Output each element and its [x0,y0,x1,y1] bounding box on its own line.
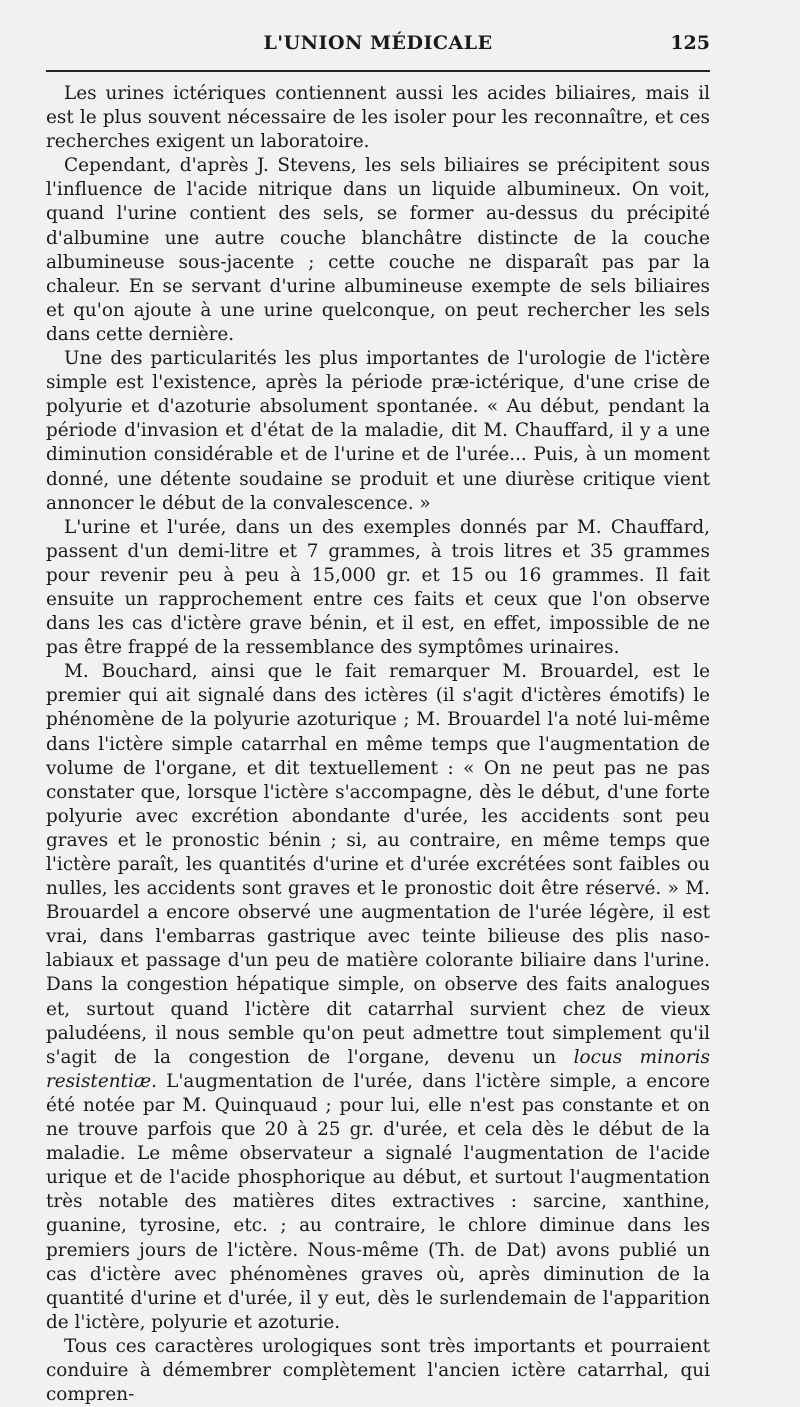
running-title: L'UNION MÉDICALE [263,32,493,54]
paragraph-5 [46,660,710,1335]
page-number: 125 [670,32,710,54]
page-header [46,32,710,60]
paragraph-1: Les urines ictériques contiennent aussi les acides biliaires, mais il est le plus souvent nécessaire de les isoler pour les reconnaître, et ces recherches exigent un laboratoire. [46,83,710,153]
paragraph-6: Tous ces caractères urologiques sont très importants et pourraient conduire à démembrer complètement l'ancien ictère catarrhal, qui compren- [46,1335,710,1406]
paragraph-4: L'urine et l'urée, dans un des exemples donnés par M. Chauffard, passent d'un demi-litre et 7 grammes, à trois litres et 35 grammes pour revenir peu à peu à 15,000 gr. et 15 ou 16 grammes. Il fait ensuite un rapprochement entre ces faits et ceux que l'on observe dans les cas d'ictère grave bénin, et il est, en effet, impossible de ne pas être frappé de la ressemblance des symptômes urinaires. [46,516,710,659]
latin-phrase: locus minoris resistentiæ [46,1046,710,1092]
paragraph-5-tail: . L'augmentation de l'urée, dans l'ictère simple, a encore été notée par M. Quinquaud ; pour lui, elle n'est pas constante et on ne trouve parfois que 20 à 25 gr. d'urée, et cela dès le début de la maladie. Le même observateur a signalé l'augmentation de l'acide urique et de l'acide phosphorique au début, et surtout l'augmentation très notable des matières dites extractives : sarcine, xanthine, guanine, tyrosine, etc. ; au contraire, le chlore diminue dans les premiers jours de l'ictère. Nous-même (Th. de Dat) avons publié un cas d'ictère avec phénomènes graves où, après diminution de la quantité d'urine et d'urée, il y eut, dès le surlendemain de l'apparition de l'ictère, polyurie et azoturie. [46,1070,710,1333]
body-text [46,82,710,1407]
paragraph-5-text: M. Bouchard, ainsi que le fait remarquer M. Brouardel, est le premier qui ait signalé dans des ictères (il s'agit d'ictères émotifs) le phénomène de la polyurie azoturique ; M. Brouardel l'a noté lui-même dans l'ictère simple catarrhal en même temps que l'augmentation de volume de l'organe, et dit textuellement : « On ne peut pas ne pas constater que, lorsque l'ictère s'accompagne, dès le début, d'une forte polyurie avec excrétion abondante d'urée, les accidents sont peu graves et le pronostic bénin ; si, au contraire, en même temps que l'ictère paraît, les quantités d'urine et d'urée excrétées sont faibles ou nulles, les accidents sont graves et le pronostic doit être réservé. » M. Brouardel a encore observé une augmentation de l'urée légère, il est vrai, dans l'embarras gastrique avec teinte bilieuse des plis naso-labiaux et passage d'un peu de matière colorante biliaire dans l'urine. Dans la congestion hépatique simple, on observe des faits analogues et, surtout quand l'ictère dit catarrhal survient chez de vieux paludéens, il nous semble qu'on peut admettre tout simplement qu'il s'agit de la congestion de l'organe, devenu un [46,661,710,1068]
paragraph-3: Une des particularités les plus importantes de l'urologie de l'ictère simple est l'existence, après la période præ-ictérique, d'une crise de polyurie et d'azoturie absolument spontanée. « Au début, pendant la période d'invasion et d'état de la maladie, dit M. Chauffard, il y a une diminution considérable et de l'urine et de l'urée... Puis, à un moment donné, une détente soudaine se produit et une diurèse critique vient annoncer le début de la convalescence. » [46,348,710,514]
header-rule [46,70,710,72]
paragraph-2: Cependant, d'après J. Stevens, les sels biliaires se précipitent sous l'influence de l'acide nitrique dans un liquide albumineux. On voit, quand l'urine contient des sels, se former au-dessus du précipité d'albumine une autre couche blanchâtre distincte de la couche albumineuse sous-jacente ; cette couche ne disparaît pas par la chaleur. En se servant d'urine albumineuse exempte de sels biliaires et qu'on ajoute à une urine quelconque, on peut rechercher les sels dans cette dernière. [46,155,710,345]
